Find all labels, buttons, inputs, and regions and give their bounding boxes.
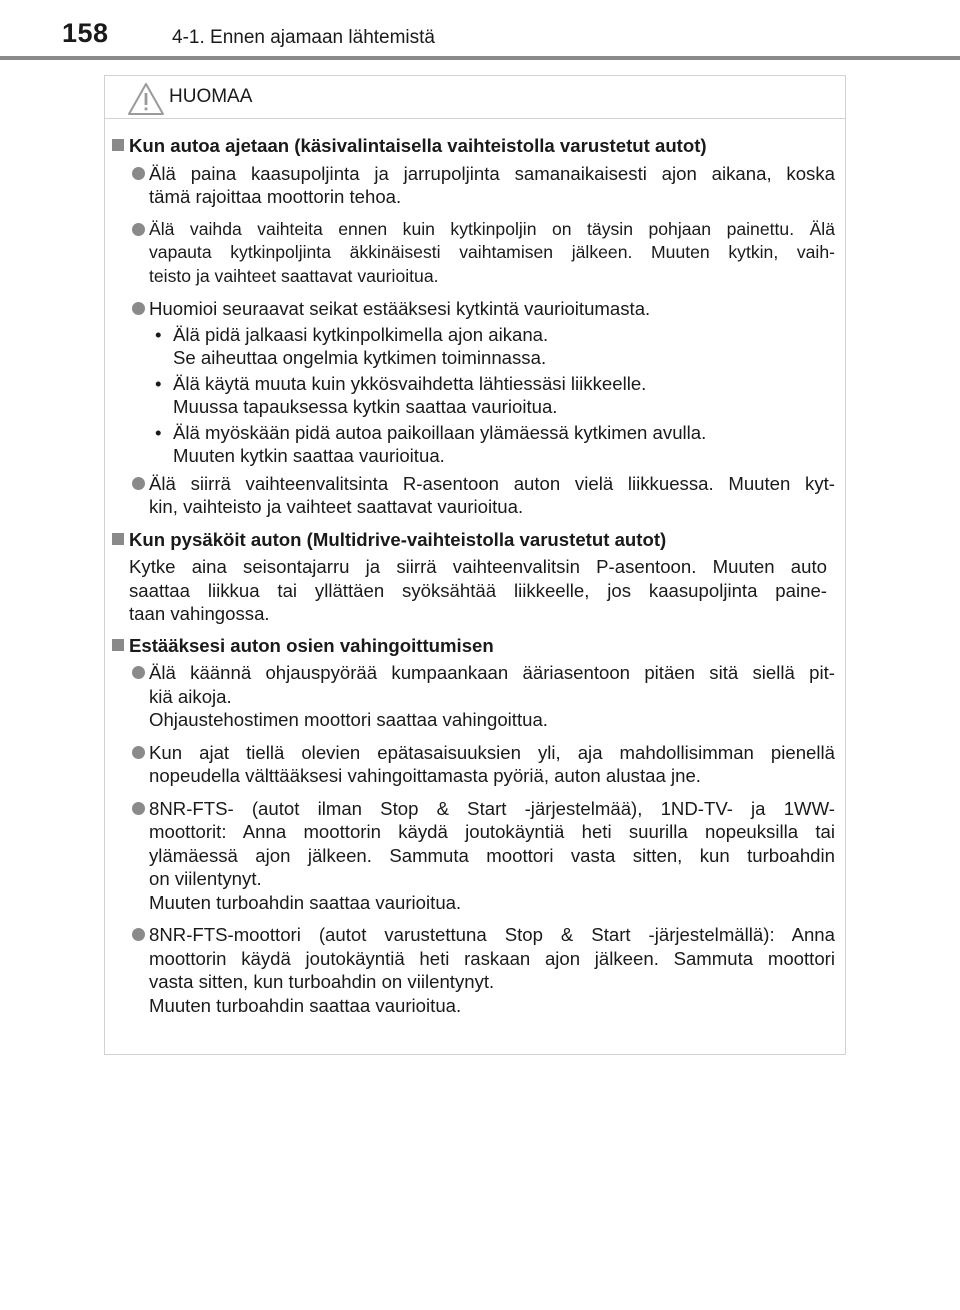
- circle-bullet-icon: [132, 928, 145, 941]
- bullet-item: Huomioi seuraavat seikat estääksesi kytkintä vaurioitumasta.: [111, 297, 841, 321]
- sub-item: • Älä myöskään pidä autoa paikoillaan ylämäessä kytkimen avulla. Muuten kytkin saattaa vaurioitua.: [155, 421, 707, 466]
- sub-item: • Älä pidä jalkaasi kytkinpolkimella ajon aikana. Se aiheuttaa ongelmia kytkimen toiminnassa.: [155, 323, 549, 368]
- bullet-item: Älä siirrä vaihteenvalitsinta R-asentoon auton vielä liikkuessa. Muuten kyt- kin, vaihteisto ja vaihteet saattavat vaurioitua.: [111, 472, 841, 519]
- page-number: 158: [62, 18, 109, 48]
- square-bullet-icon: [112, 639, 124, 651]
- warning-triangle-icon: [127, 82, 165, 116]
- notice-header: [105, 76, 845, 119]
- bullet-item: Kun ajat tiellä olevien epätasaisuuksien yli, aja mahdollisimman pienellä nopeudella välttääksesi vahingoittamasta pyöriä, auton alustaa jne.: [111, 741, 841, 788]
- paragraph: Kytke aina seisontajarru ja siirrä vaihteenvalitsin P-asentoon. Muuten auto saattaa liikkua tai yllättäen syöksähtää liikkeelle, jos kaasupoljinta paine- taan vahingossa.: [129, 556, 827, 624]
- page-header: [0, 0, 960, 62]
- square-bullet-icon: [112, 533, 124, 545]
- circle-bullet-icon: [132, 302, 145, 315]
- notice-title: HUOMAA: [169, 86, 253, 107]
- sub-list: [111, 323, 841, 468]
- bullet-item: Älä paina kaasupoljinta ja jarrupoljinta samanaikaisesti ajon aikana, koska tämä rajoittaa moottorin tehoa.: [111, 162, 841, 209]
- bullet-item: Älä käännä ohjauspyörää kumpaankaan ääriasentoon pitäen sitä siellä pit- kiä aikoja. Ohjaustehostimen moottori saattaa vahingoittua.: [111, 661, 841, 732]
- header-rule: [0, 56, 960, 60]
- circle-bullet-icon: [132, 666, 145, 679]
- notice-content: [111, 134, 841, 1026]
- bullet-item: 8NR-FTS- (autot ilman Stop & Start -järjestelmää), 1ND-TV- ja 1WW- moottorit: Anna moottorin käydä joutokäyntiä heti suurilla nopeuksilla tai ylämäessä ajon jälkeen. Sammuta moottori vasta sitten, kun turboahdin on viilentynyt. Muuten turboahdin saattaa vaurioitua.: [111, 797, 841, 915]
- section-title: 4-1. Ennen ajamaan lähtemistä: [172, 27, 435, 48]
- circle-bullet-icon: [132, 746, 145, 759]
- circle-bullet-icon: [132, 477, 145, 490]
- section-heading: Kun autoa ajetaan (käsivalintaisella vaihteistolla varustetut autot): [111, 134, 841, 158]
- bullet-item: 8NR-FTS-moottori (autot varustettuna Stop & Start -järjestelmällä): Anna moottorin käydä joutokäyntiä heti raskaan ajon jälkeen. Sammuta moottori vasta sitten, kun turboahdin on viilentynyt. Muuten turboahdin saattaa vaurioitua.: [111, 923, 841, 1017]
- circle-bullet-icon: [132, 802, 145, 815]
- bullet-item: Älä vaihda vaihteita ennen kuin kytkinpoljin on täysin pohjaan painettu. Älä vapauta kytkinpoljinta äkkinäisesti vaihtamisen jälkeen. Muuten kytkin, vaih- teisto ja vaihteet saattavat vaurioitua.: [111, 218, 841, 289]
- circle-bullet-icon: [132, 167, 145, 180]
- square-bullet-icon: [112, 139, 124, 151]
- notice-box: [104, 75, 846, 1055]
- circle-bullet-icon: [132, 223, 145, 236]
- sub-item: • Älä käytä muuta kuin ykkösvaihdetta lähtiessäsi liikkeelle. Muussa tapauksessa kytkin saattaa vaurioitua.: [155, 372, 647, 417]
- section-heading: Kun pysäköit auton (Multidrive-vaihteistolla varustetut autot): [111, 528, 841, 552]
- section-heading: Estääksesi auton osien vahingoittumisen: [111, 634, 841, 658]
